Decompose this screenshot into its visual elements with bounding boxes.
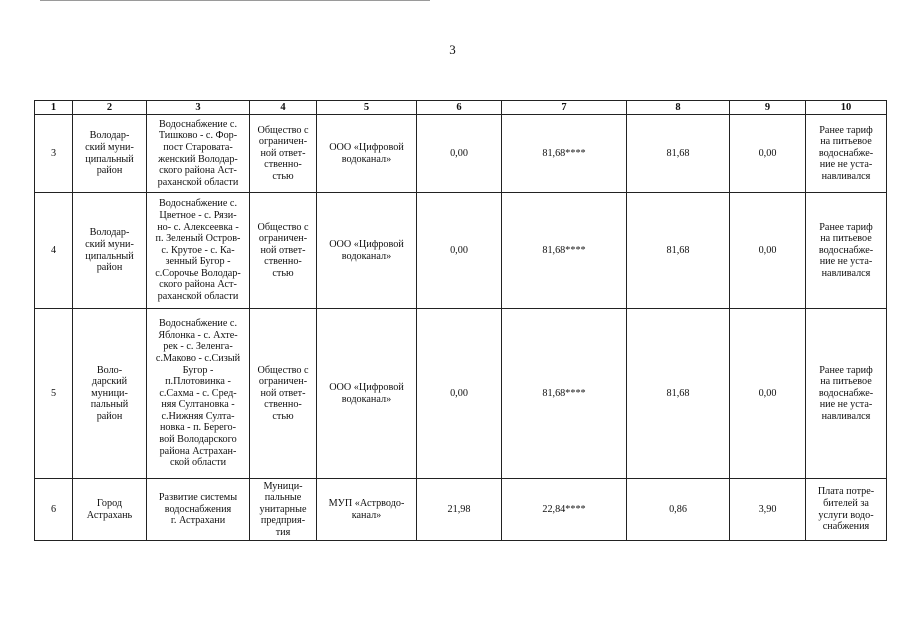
value-col8-cell: 81,68 (627, 309, 730, 479)
district-cell: Володар- ский муни- ципальный район (73, 115, 147, 193)
org-form-cell: Муници- пальные унитарные предприя- тия (250, 479, 317, 541)
note-cell: Ранее тариф на питьевое водоснабже- ние не уста- навливался (806, 309, 887, 479)
org-form-cell: Общество с ограничен- ной ответ- ственно- стью (250, 193, 317, 309)
value-col8-cell: 0,86 (627, 479, 730, 541)
service-cell: Водоснабжение с. Тишково - с. Фор- пост Староватa- женский Володар- ского района Аст- раханской области (147, 115, 250, 193)
row-number-cell: 3 (35, 115, 73, 193)
column-header-2: 2 (73, 101, 147, 115)
tariff-table (34, 100, 887, 541)
scan-artifact-line (40, 0, 430, 1)
column-header-1: 1 (35, 101, 73, 115)
column-header-4: 4 (250, 101, 317, 115)
column-number-row (35, 101, 887, 115)
note-cell: Ранее тариф на питьевое водоснабже- ние не уста- навливался (806, 193, 887, 309)
column-header-8: 8 (627, 101, 730, 115)
column-header-9: 9 (730, 101, 806, 115)
value-col8-cell: 81,68 (627, 115, 730, 193)
value-col7-cell: 22,84**** (502, 479, 627, 541)
column-header-6: 6 (417, 101, 502, 115)
value-col6-cell: 21,98 (417, 479, 502, 541)
value-col6-cell: 0,00 (417, 309, 502, 479)
district-cell: Город Астрахань (73, 479, 147, 541)
value-col6-cell: 0,00 (417, 193, 502, 309)
org-form-cell: Общество с ограничен- ной ответ- ственно- стью (250, 115, 317, 193)
service-cell: Водоснабжение с. Цветное - с. Рязи- но- с. Алексеевка - п. Зеленый Остров- с. Крутое - с. Ка- зенный Бугор - с.Сорочье Володар- ского района Аст- раханской области (147, 193, 250, 309)
value-col9-cell: 0,00 (730, 193, 806, 309)
value-col7-cell: 81,68**** (502, 309, 627, 479)
org-name-cell: МУП «Астрводо- канал» (317, 479, 417, 541)
org-name-cell: ООО «Цифровой водоканал» (317, 309, 417, 479)
service-cell: Водоснабжение с. Яблонка - с. Ахте- рек - с. Зеленга- с.Маково - с.Сизый Бугор - п.Плотовинка - с.Сахма - с. Сред- няя Султановка - с.Нижняя Султа- новка - п. Берего- вой Володарского района Астрахан- ской области (147, 309, 250, 479)
table-row (35, 479, 887, 541)
note-cell: Ранее тариф на питьевое водоснабже- ние не уста- навливался (806, 115, 887, 193)
service-cell: Развитие системы водоснабжения г. Астрахани (147, 479, 250, 541)
column-header-3: 3 (147, 101, 250, 115)
table-row (35, 309, 887, 479)
district-cell: Воло- дарский муници- пальный район (73, 309, 147, 479)
column-header-7: 7 (502, 101, 627, 115)
column-header-10: 10 (806, 101, 887, 115)
org-name-cell: ООО «Цифровой водоканал» (317, 193, 417, 309)
row-number-cell: 5 (35, 309, 73, 479)
value-col9-cell: 0,00 (730, 309, 806, 479)
page-number: 3 (449, 42, 456, 57)
value-col9-cell: 3,90 (730, 479, 806, 541)
note-cell: Плата потре- бителей за услуги водо- снабжения (806, 479, 887, 541)
row-number-cell: 4 (35, 193, 73, 309)
value-col7-cell: 81,68**** (502, 193, 627, 309)
value-col8-cell: 81,68 (627, 193, 730, 309)
org-name-cell: ООО «Цифровой водоканал» (317, 115, 417, 193)
value-col6-cell: 0,00 (417, 115, 502, 193)
value-col9-cell: 0,00 (730, 115, 806, 193)
column-header-5: 5 (317, 101, 417, 115)
org-form-cell: Общество с ограничен- ной ответ- ственно- стью (250, 309, 317, 479)
value-col7-cell: 81,68**** (502, 115, 627, 193)
district-cell: Володар- ский муни- ципальный район (73, 193, 147, 309)
row-number-cell: 6 (35, 479, 73, 541)
table-row (35, 115, 887, 193)
table-row (35, 193, 887, 309)
